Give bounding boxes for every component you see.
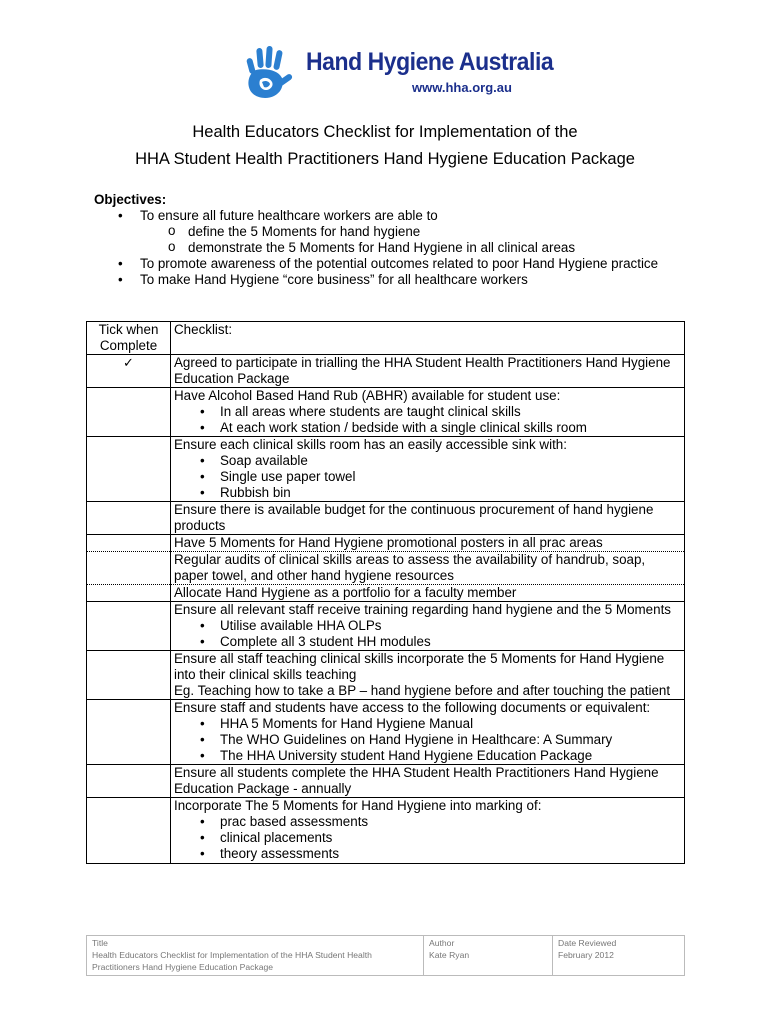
- tick-cell[interactable]: [87, 535, 171, 552]
- tick-cell[interactable]: [87, 355, 171, 388]
- checklist-text: Have Alcohol Based Hand Rub (ABHR) available for student use:: [174, 388, 561, 403]
- table-row: [87, 602, 685, 651]
- checklist-bullet: [174, 732, 681, 748]
- footer-author-cell: [424, 936, 553, 976]
- bullet-icon: •: [200, 420, 205, 435]
- table-row: [87, 700, 685, 765]
- checklist-cell: Agreed to participate in trialling the HHA Student Health Practitioners Hand Hygiene Education Package: [171, 355, 685, 388]
- bullet-icon: •: [200, 748, 205, 763]
- footer-row: [87, 936, 685, 976]
- table-row: [87, 765, 685, 798]
- checklist-cell: [171, 437, 685, 502]
- bullet-icon: •: [200, 634, 205, 649]
- checkmark-icon: ✓: [123, 355, 134, 370]
- checklist-column-header: Checklist:: [171, 322, 685, 355]
- tick-column-header: Tick when Complete: [87, 322, 171, 355]
- checklist-cell: Ensure all students complete the HHA Student Health Practitioners Hand Hygiene Education Package - annually: [171, 765, 685, 798]
- logo-url: www.hha.org.au: [412, 80, 512, 95]
- table-row: [87, 552, 685, 585]
- checklist-example-text: Eg. Teaching how to take a BP – hand hygiene before and after touching the patient: [174, 683, 671, 698]
- footer-title-label: Title: [92, 938, 108, 948]
- footer-author-value: Kate Ryan: [429, 950, 470, 960]
- objective-text: To promote awareness of the potential outcomes related to poor Hand Hygiene practice: [140, 256, 659, 271]
- checklist-bullet-text: The WHO Guidelines on Hand Hygiene in Healthcare: A Summary: [220, 732, 613, 747]
- table-row: [87, 502, 685, 535]
- checklist-cell: [171, 651, 685, 700]
- checklist-bullet-text: In all areas where students are taught clinical skills: [220, 404, 521, 419]
- page-title-line1: Health Educators Checklist for Implementation of the: [192, 123, 578, 141]
- objective-subitem: [94, 240, 694, 256]
- checklist-cell: Regular audits of clinical skills areas to assess the availability of handrub, soap, paper towel, and other hand hygiene resources: [171, 552, 685, 585]
- objective-item: [94, 256, 694, 272]
- checklist-cell: [171, 388, 685, 437]
- tick-cell[interactable]: [87, 552, 171, 585]
- hha-logo: [242, 40, 554, 102]
- checklist-text: Ensure all relevant staff receive training regarding hand hygiene and the 5 Moments: [174, 602, 671, 617]
- checklist-bullet: [174, 618, 681, 634]
- checklist-cell: Ensure there is available budget for the continuous procurement of hand hygiene products: [171, 502, 685, 535]
- table-row: [87, 798, 685, 864]
- checklist-bullet: [174, 814, 681, 830]
- checklist-bullet: [174, 846, 681, 862]
- checklist-bullet-text: Single use paper towel: [220, 469, 356, 484]
- table-row: [87, 535, 685, 552]
- footer-date-label: Date Reviewed: [558, 938, 617, 948]
- checklist-bullet-text: prac based assessments: [220, 814, 369, 829]
- footer-table: [86, 935, 685, 976]
- tick-cell[interactable]: [87, 798, 171, 864]
- footer-title-value: Health Educators Checklist for Implementation of the HHA Student Health Practitioners Hand Hygiene Education Package: [92, 950, 372, 972]
- footer-title-cell: [87, 936, 424, 976]
- checklist-cell: [171, 602, 685, 651]
- bullet-icon: •: [200, 469, 205, 484]
- tick-cell[interactable]: [87, 602, 171, 651]
- checklist-bullet-text: clinical placements: [220, 830, 333, 845]
- footer-date-value: February 2012: [558, 950, 614, 960]
- checklist-bullet: [174, 420, 681, 436]
- checklist-text: Ensure staff and students have access to the following documents or equivalent:: [174, 700, 651, 715]
- bullet-icon: •: [200, 732, 205, 747]
- tick-cell[interactable]: [87, 765, 171, 798]
- table-row: [87, 355, 685, 388]
- checklist-cell: Allocate Hand Hygiene as a portfolio for a faculty member: [171, 585, 685, 602]
- objective-item: [94, 208, 694, 224]
- checklist-bullet-text: Rubbish bin: [220, 485, 291, 500]
- bullet-icon: •: [200, 404, 205, 419]
- bullet-icon: •: [200, 618, 205, 633]
- checklist-cell: [171, 798, 685, 864]
- checklist-bullet-text: Soap available: [220, 453, 308, 468]
- tick-cell[interactable]: [87, 502, 171, 535]
- tick-cell[interactable]: [87, 700, 171, 765]
- table-row: [87, 585, 685, 602]
- checklist-bullet-text: theory assessments: [220, 846, 340, 861]
- checklist-text: Ensure all staff teaching clinical skills incorporate the 5 Moments for Hand Hygiene into their clinical skills teaching: [174, 651, 665, 682]
- tick-cell[interactable]: [87, 585, 171, 602]
- table-row: [87, 437, 685, 502]
- bullet-icon: •: [200, 830, 205, 845]
- checklist-cell: Have 5 Moments for Hand Hygiene promotional posters in all prac areas: [171, 535, 685, 552]
- bullet-icon: •: [200, 814, 205, 829]
- checklist-bullet-text: The HHA University student Hand Hygiene Education Package: [220, 748, 593, 763]
- circle-bullet-icon: o: [168, 223, 176, 238]
- bullet-icon: •: [200, 485, 205, 500]
- tick-cell[interactable]: [87, 388, 171, 437]
- bullet-icon: •: [200, 846, 205, 861]
- checklist-bullet: [174, 634, 681, 650]
- table-header-row: [87, 322, 685, 355]
- table-row: [87, 388, 685, 437]
- checklist-text: Ensure each clinical skills room has an easily accessible sink with:: [174, 437, 567, 452]
- objective-subtext: demonstrate the 5 Moments for Hand Hygiene in all clinical areas: [188, 240, 576, 255]
- checklist-bullet: [174, 404, 681, 420]
- footer-date-cell: [553, 936, 685, 976]
- page-title-line2: HHA Student Health Practitioners Hand Hygiene Education Package: [135, 150, 635, 168]
- checklist-bullet-text: HHA 5 Moments for Hand Hygiene Manual: [220, 716, 474, 731]
- checklist-bullet-text: Utilise available HHA OLPs: [220, 618, 382, 633]
- checklist-bullet: [174, 716, 681, 732]
- logo-name: Hand Hygiene Australia: [306, 48, 554, 76]
- table-row: [87, 651, 685, 700]
- checklist-bullet: [174, 485, 681, 501]
- checklist-bullet: [174, 830, 681, 846]
- objective-subitem: [94, 224, 694, 240]
- bullet-icon: •: [118, 256, 123, 271]
- bullet-icon: •: [200, 716, 205, 731]
- bullet-icon: •: [200, 453, 205, 468]
- tick-cell[interactable]: [87, 437, 171, 502]
- checklist-cell: [171, 700, 685, 765]
- checklist-bullet-text: Complete all 3 student HH modules: [220, 634, 431, 649]
- checklist-bullet: [174, 453, 681, 469]
- objective-text: To make Hand Hygiene “core business” for all healthcare workers: [140, 272, 528, 287]
- checklist-bullet-text: At each work station / bedside with a single clinical skills room: [220, 420, 587, 435]
- checklist-bullet: [174, 748, 681, 764]
- objectives-heading: Objectives:: [94, 192, 167, 207]
- checklist-table: [86, 321, 685, 864]
- objectives-section: [94, 192, 694, 288]
- circle-bullet-icon: o: [168, 239, 176, 254]
- objective-subtext: define the 5 Moments for hand hygiene: [188, 224, 421, 239]
- hand-icon: [242, 40, 304, 102]
- objective-item: [94, 272, 694, 288]
- tick-cell[interactable]: [87, 651, 171, 700]
- checklist-bullet: [174, 469, 681, 485]
- bullet-icon: •: [118, 208, 123, 223]
- bullet-icon: •: [118, 272, 123, 287]
- footer-author-label: Author: [429, 938, 455, 948]
- checklist-text: Incorporate The 5 Moments for Hand Hygiene into marking of:: [174, 798, 542, 813]
- objective-text: To ensure all future healthcare workers are able to: [140, 208, 438, 223]
